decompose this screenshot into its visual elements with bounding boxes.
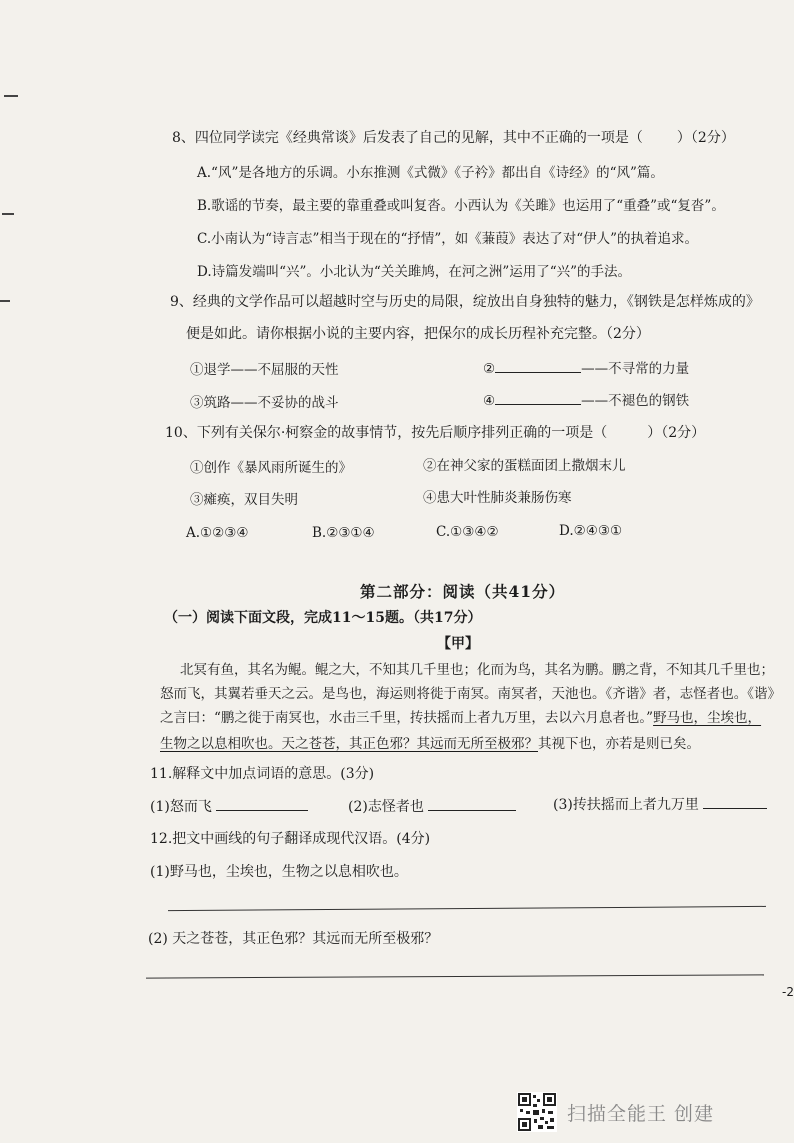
q10-choice-a: A.①②③④ [186,525,249,541]
answer-line[interactable] [168,906,766,911]
q9-item-2: ② ——不寻常的力量 [483,358,689,379]
q10-event-2: ②在神父家的蛋糕面团上撒烟末儿 [423,458,626,474]
q10-event-1: ①创作《暴风雨所诞生的》 [190,460,352,476]
part2-subtitle: （一）阅读下面文段，完成11～15题。（共17分） [164,610,482,626]
passage-line-1: 北冥有鱼，其名为鲲。鲲之大，不知其几千里也；化而为鸟，其名为鹏。鹏之背，不知其几千里也； [180,662,774,678]
margin-mark [2,213,14,215]
q9-stem-cont: 便是如此。请你根据小说的主要内容，把保尔的成长历程补充完整。（2分） [186,326,650,342]
qr-code-icon [517,1092,557,1132]
q12-sentence-2: (2) 天之苍苍，其正色邪？其远而无所至极邪？ [148,931,439,947]
answer-blank[interactable] [495,358,581,373]
q10-choice-b: B.②③①④ [312,525,375,541]
q10-stem: 10、下列有关保尔·柯察金的故事情节，按先后顺序排列正确的一项是（ ）（2分） [165,425,706,441]
q9-stem: 9、经典的文学作品可以超越时空与历史的局限，绽放出自身独特的魅力，《钢铁是怎样炼成的》 [170,294,760,310]
q9-item-3: ③筑路——不妥协的战斗 [190,395,339,411]
answer-blank[interactable] [428,796,516,811]
q11-stem: 11.解释文中加点词语的意思。(3分) [150,766,375,782]
q9-item-4: ④ ——不褪色的钢铁 [483,390,689,411]
margin-mark [4,95,18,97]
watermark-text: 扫描全能王 创建 [566,1102,714,1125]
margin-mark [0,300,10,302]
q10-event-4: ④患大叶性肺炎兼肠伤寒 [423,490,572,506]
answer-blank[interactable] [495,390,581,405]
scanner-watermark [517,1092,714,1132]
answer-line[interactable] [146,974,764,978]
passage-line-4: 生物之以息相吹也。天之苍苍，其正色邪？其远而无所至极邪？其视下也，亦若是则已矣。 [160,736,700,752]
q12-sentence-1: (1)野马也，尘埃也，生物之以息相吹也。 [150,864,408,880]
passage-line-2: 怒而飞，其翼若垂天之云。是鸟也，海运则将徙于南冥。南冥者，天池也。《齐谐》者，志怪者也。《谐》 [160,686,781,702]
q8-stem: 8、四位同学读完《经典常谈》后发表了自己的见解，其中不正确的一项是（ ）（2分） [172,130,735,146]
q10-choice-d: D.②④③① [559,523,623,539]
answer-blank[interactable] [703,794,767,809]
answer-blank[interactable] [216,796,308,811]
passage-line-3: 之言曰：“鹏之徙于南冥也，水击三千里，抟扶摇而上者九万里，去以六月息者也。”野马也，尘埃也， [160,710,762,726]
q10-choice-c: C.①③④② [436,524,499,540]
q8-option-c: C.小南认为“诗言志”相当于现在的“抒情”，如《蒹葭》表达了对“伊人”的执着追求。 [197,231,699,247]
passage-label: 【甲】 [437,636,479,652]
q8-option-b: B.歌谣的节奏，最主要的靠重叠或叫复沓。小西认为《关雎》也运用了“重叠”或“复沓”。 [197,198,725,214]
page-number: -2 [782,985,794,999]
q9-item-1: ①退学——不屈服的天性 [190,362,339,378]
q8-option-d: D.诗篇发端叫“兴”。小北认为“关关雎鸠，在河之洲”运用了“兴”的手法。 [197,264,632,280]
q12-stem: 12.把文中画线的句子翻译成现代汉语。(4分) [150,831,431,847]
q11-item-2: (2)志怪者也 [348,796,516,817]
q11-item-3: (3)抟扶摇而上者九万里 [553,794,767,815]
part2-title: 第二部分：阅读（共41分） [360,582,566,601]
q11-item-1: (1)怒而飞 [150,796,308,817]
q10-event-3: ③瘫痪，双目失明 [190,492,298,508]
q8-option-a: A.“风”是各地方的乐调。小东推测《式微》《子衿》都出自《诗经》的“风”篇。 [197,165,664,181]
